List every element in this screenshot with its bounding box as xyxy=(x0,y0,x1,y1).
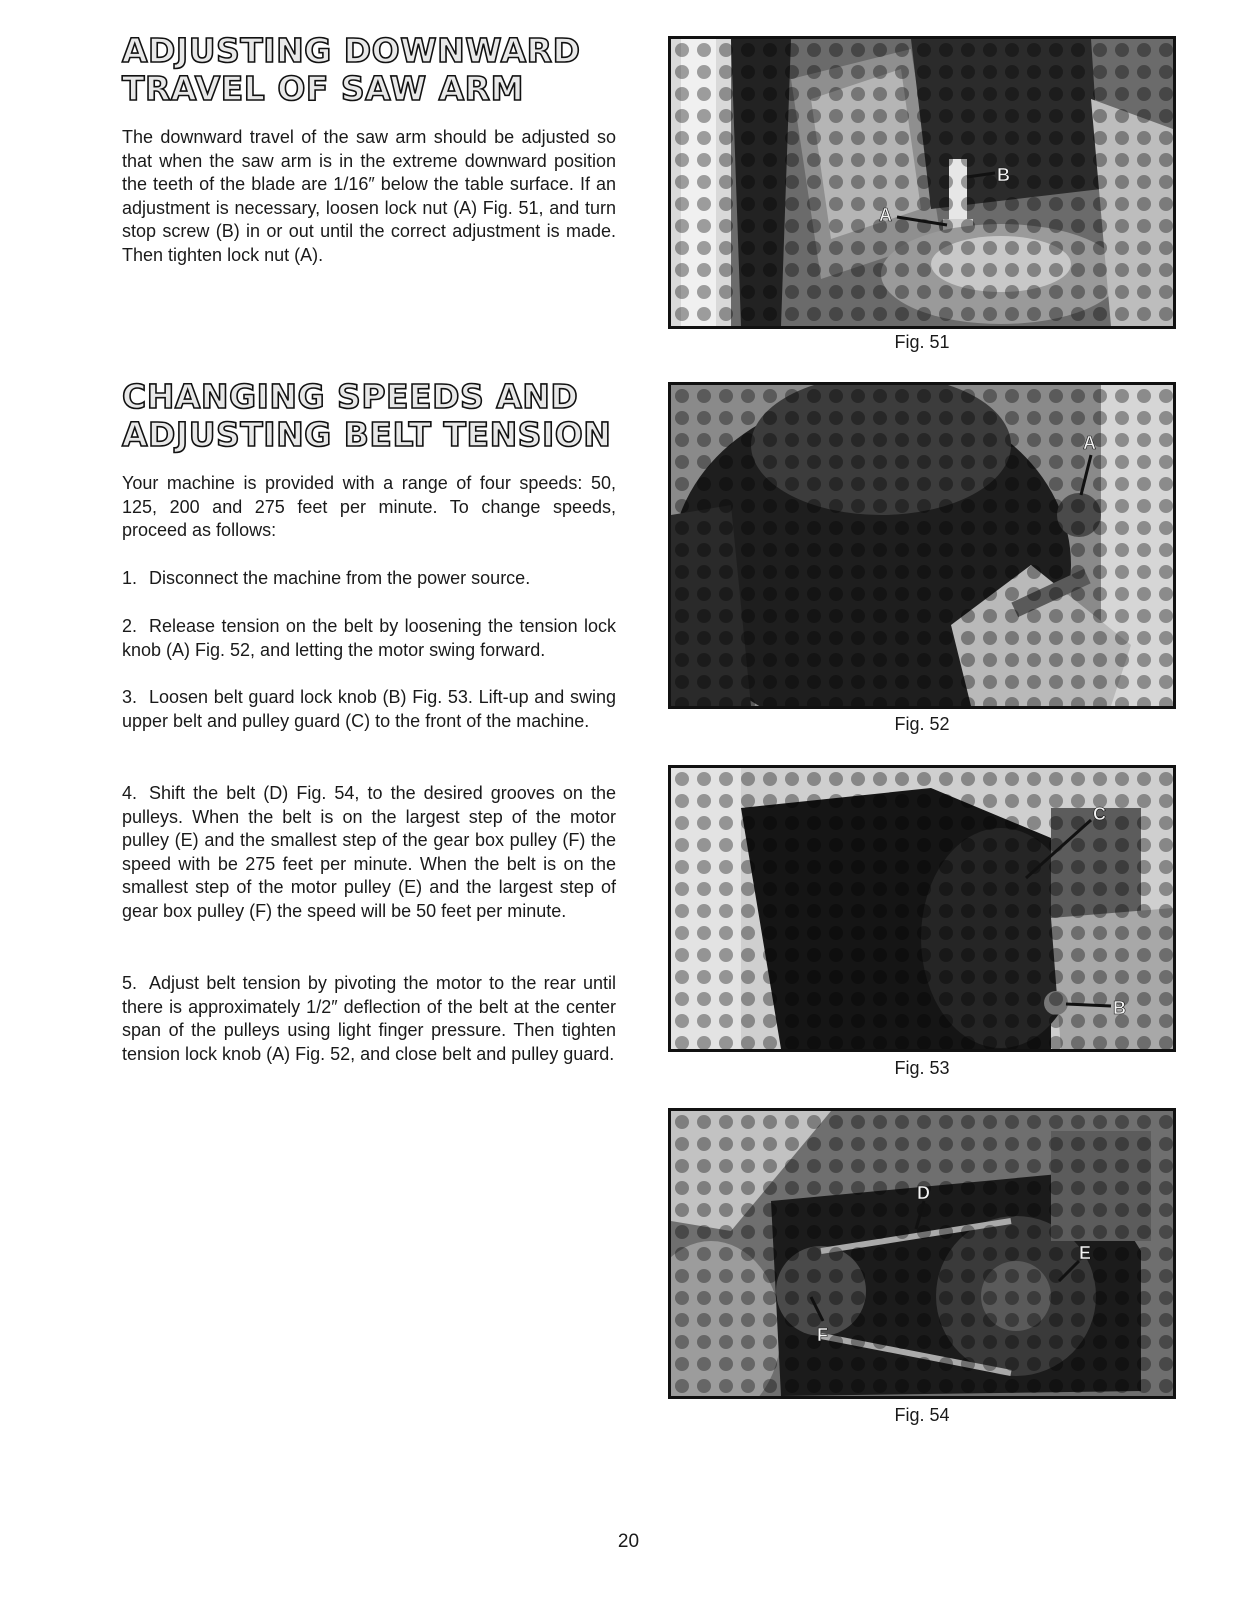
figure-53-photo xyxy=(668,765,1176,1052)
pulleys-and-belt-photo xyxy=(671,1111,1173,1396)
callout-e: E xyxy=(1079,1243,1092,1263)
step-text: Disconnect the machine from the power source. xyxy=(149,568,531,588)
heading-line-2: TRAVEL OF SAW ARM xyxy=(122,69,524,108)
step-text: Shift the belt (D) Fig. 54, to the desired grooves on the pulleys. When the belt is on the largest step of the motor pulley (E) and the smallest step of the gear box pulley (F) the speed with be 275 feet per minute. When the belt is on the smallest step of the motor pulley (E) and the largest step of gear box pulley (F) the speed will be 50 feet per minute. xyxy=(122,783,616,921)
figure-51-photo xyxy=(668,36,1176,329)
step-4 xyxy=(122,782,616,923)
heading-line-1: CHANGING SPEEDS AND xyxy=(122,377,579,416)
belt-guard-photo xyxy=(671,768,1173,1049)
step-number: 4. xyxy=(122,783,138,803)
saw-arm-stop-screw-photo xyxy=(671,39,1173,326)
callout-b: B xyxy=(997,165,1010,185)
downward-travel-paragraph: The downward travel of the saw arm should be adjusted so that when the saw arm is in the extreme downward position the teeth of the blade are 1/16″ below the table surface. If an adjustment is necessary, loosen lock nut (A) Fig. 51, and turn stop screw (B) in or out until the correct adjustment is made. Then tighten lock nut (A). xyxy=(122,127,616,265)
figure-53-caption: Fig. 53 xyxy=(894,1058,950,1078)
callout-c: C xyxy=(1093,804,1106,824)
tension-lock-knob-photo xyxy=(671,385,1173,706)
step-number: 5. xyxy=(122,973,138,993)
step-number: 1. xyxy=(122,568,138,588)
callout-a: A xyxy=(1083,433,1096,453)
step-2 xyxy=(122,615,616,662)
heading-changing-speeds xyxy=(122,378,611,454)
step-text: Release tension on the belt by loosening the tension lock knob (A) Fig. 52, and letting the motor swing forward. xyxy=(122,616,616,660)
step-text: Adjust belt tension by pivoting the motor to the rear until there is approximately 1/2″ deflection of the belt at the center span of the pulleys using light finger pressure. Then tighten tension lock knob (A) Fig. 52, and close belt and pulley guard. xyxy=(122,973,616,1064)
callout-d: D xyxy=(917,1183,930,1203)
figure-52-caption: Fig. 52 xyxy=(894,714,950,734)
figure-54-photo xyxy=(668,1108,1176,1399)
callout-f: F xyxy=(817,1325,828,1345)
callout-a: A xyxy=(879,205,892,225)
heading-adjusting-downward-travel xyxy=(122,32,580,108)
callout-b: B xyxy=(1113,998,1126,1018)
step-3 xyxy=(122,686,616,733)
step-5 xyxy=(122,972,616,1066)
step-number: 3. xyxy=(122,687,138,707)
step-text: Loosen belt guard lock knob (B) Fig. 53. Lift-up and swing upper belt and pulley guard (C) to the front of the machine. xyxy=(122,687,616,731)
step-number: 2. xyxy=(122,616,138,636)
heading-line-1: ADJUSTING DOWNWARD xyxy=(122,31,581,70)
figure-51-caption: Fig. 51 xyxy=(894,332,950,352)
changing-speeds-intro: Your machine is provided with a range of four speeds: 50, 125, 200 and 275 feet per minute. To change speeds, proceed as follows: xyxy=(122,473,616,540)
step-1 xyxy=(122,567,616,591)
figure-54-caption: Fig. 54 xyxy=(894,1405,950,1425)
heading-line-2: ADJUSTING BELT TENSION xyxy=(122,415,612,454)
page-number: 20 xyxy=(617,1531,640,1552)
figure-52-photo xyxy=(668,382,1176,709)
